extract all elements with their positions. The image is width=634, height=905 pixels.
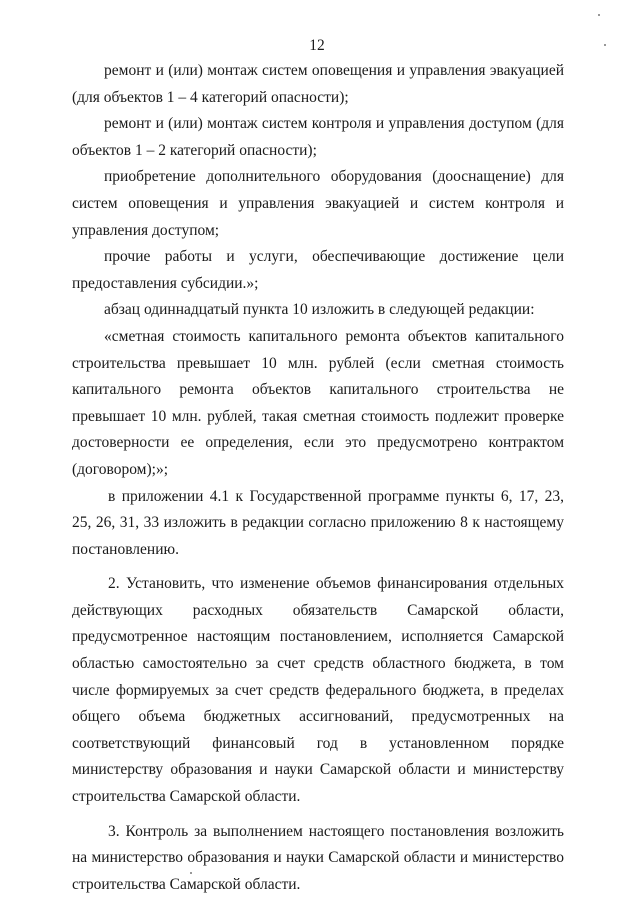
paragraph-6: «сметная стоимость капитального ремонта объектов капитального строительства превышает 10 млн. рублей (если сметная стоимость капитального ремонта объектов капитального строительства не превышает 10 млн. рублей, такая сметная стоимость подлежит проверке достоверности ее определения, если это предусмотрено контрактом (договором);»; xyxy=(72,327,564,478)
paragraph-7: в приложении 4.1 к Государственной программе пункты 6, 17, 23, 25, 26, 31, 33 изложить в редакции согласно приложению 8 к настоящему постановлению. xyxy=(72,487,564,558)
paragraph-3: приобретение дополнительного оборудования (дооснащение) для систем оповещения и управления эвакуацией и систем контроля и управления доступом; xyxy=(72,168,564,239)
paragraph-9: 3. Контроль за выполнением настоящего постановления возложить на министерство образования и науки Самарской области и министерство строительства Самарской области. xyxy=(72,822,564,893)
scan-speck xyxy=(190,872,192,874)
scan-speck xyxy=(598,14,600,16)
paragraph-2: ремонт и (или) монтаж систем контроля и управления доступом (для объектов 1 – 2 категорий опасности); xyxy=(72,115,564,159)
document-body xyxy=(72,58,564,898)
paragraph-5: абзац одиннадцатый пункта 10 изложить в следующей редакции: xyxy=(104,301,535,319)
page-number: 12 xyxy=(309,37,325,54)
paragraph-4: прочие работы и услуги, обеспечивающие достижение цели предоставления субсидии.»; xyxy=(72,248,564,292)
paragraph-8: 2. Установить, что изменение объемов финансирования отдельных действующих расходных обязательств Самарской области, предусмотренное настоящим постановлением, исполняется Самарской областью самостоятельно за счет средств областного бюджета, в том числе формируемых за счет средств федерального бюджета, в пределах общего объема бюджетных ассигнований, предусмотренных на соответствующий финансовый год в установленном порядке министерству образования и науки Самарской области и министерству строительства Самарской области. xyxy=(72,575,564,806)
paragraph-1: ремонт и (или) монтаж систем оповещения и управления эвакуацией (для объектов 1 – 4 категорий опасности); xyxy=(72,62,564,106)
scan-speck xyxy=(604,44,606,46)
